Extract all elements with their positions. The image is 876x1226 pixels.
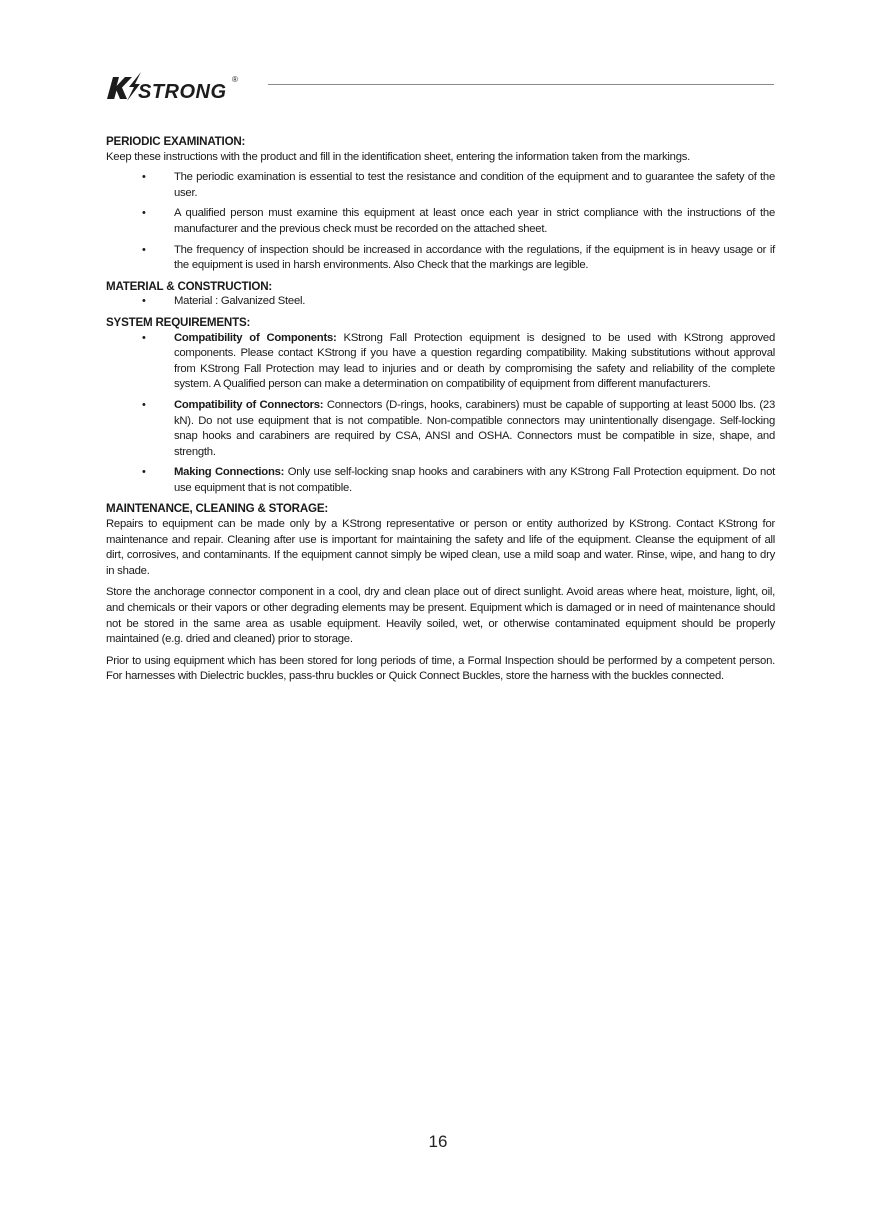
list-item	[106, 398, 775, 460]
paragraph: Store the anchorage connector component in a cool, dry and clean place out of direct sunlight. Avoid areas where heat, moisture, light, oil, and chemicals or their vapors or other degrading elements may be present. Equipment which is damaged or in need of maintenance should not be stored in the same area as usable equipment. Heavily soiled, wet, or otherwise contaminated equipment should be properly maintained (e.g. dried and cleaned) prior to storage.	[106, 586, 775, 646]
svg-text:STRONG: STRONG	[138, 81, 227, 102]
list-item-text: Connectors (D-rings, hooks, carabiners) must be capable of supporting at least 5000 lbs. (23 kN). Do not use equipment that is not compatible. Non-compatible connectors may unintentionally disengage. Self-locking snap hooks and carabiners are required by CSA, ANSI and OSHA. Connectors must be compatible in size, shape, and strength.	[174, 398, 775, 458]
list-item	[106, 206, 775, 237]
section-periodic-examination	[106, 134, 775, 274]
bullet-icon: •	[142, 398, 146, 411]
document-body	[106, 134, 775, 691]
list-item-text: A qualified person must examine this equipment at least once each year in strict compliance with the instructions of the manufacturer and the previous check must be recorded on the attached sheet.	[174, 207, 775, 235]
header-rule	[268, 84, 774, 85]
bullet-list	[106, 170, 775, 274]
section-heading: MAINTENANCE, CLEANING & STORAGE:	[106, 502, 329, 516]
list-item	[106, 294, 775, 310]
section-material-construction	[106, 279, 775, 310]
kstrong-logo	[105, 70, 245, 100]
list-item-text: KStrong Fall Protection equipment is designed to be used with KStrong approved components. Please contact KStrong if you have a question regarding compatibility. Making substitutions without approval from KStrong Fall Protection may lead to injuries and or death by compromising the safety and reliability of the complete system. A Qualified person can make a determination on compatibility of equipment from different manufacturers.	[174, 331, 776, 391]
list-item	[106, 243, 775, 274]
list-item-text: Material : Galvanized Steel.	[174, 295, 306, 308]
list-item-text: Only use self-locking snap hooks and carabiners with any KStrong Fall Protection equipment. Do not use equipment that is not compatible.	[174, 466, 775, 494]
section-system-requirements	[106, 315, 775, 497]
bullet-list	[106, 294, 775, 310]
bullet-icon: •	[142, 207, 146, 220]
kstrong-logo-mark	[105, 70, 245, 102]
list-item-lead: Compatibility of Connectors:	[174, 398, 324, 411]
bullet-icon: •	[142, 331, 146, 344]
svg-text:®: ®	[232, 75, 238, 84]
bullet-icon: •	[142, 171, 146, 184]
bullet-icon: •	[142, 243, 146, 256]
list-item-text: The periodic examination is essential to test the resistance and condition of the equipment and to guarantee the safety of the user.	[174, 171, 775, 199]
list-item-lead: Making Connections:	[174, 466, 285, 479]
list-item	[106, 170, 775, 201]
section-heading: SYSTEM REQUIREMENTS:	[106, 315, 251, 329]
section-heading: PERIODIC EXAMINATION:	[106, 135, 246, 148]
list-item	[106, 465, 775, 496]
paragraph: Prior to using equipment which has been stored for long periods of time, a Formal Inspection should be performed by a competent person. For harnesses with Dielectric buckles, pass-thru buckles or Quick Connect Buckles, store the harness with the buckles connected.	[106, 654, 775, 683]
section-heading: MATERIAL & CONSTRUCTION:	[106, 279, 273, 293]
list-item-lead: Compatibility of Components:	[174, 331, 337, 344]
page-header	[105, 62, 777, 106]
list-item-text: The frequency of inspection should be increased in accordance with the regulations, if the equipment is in heavy usage or if the equipment is used in harsh environments. Also Check that the markings are legible.	[174, 243, 775, 272]
bullet-icon: •	[142, 466, 146, 479]
section-intro: Keep these instructions with the product and fill in the identification sheet, entering the information taken from the markings.	[106, 150, 691, 163]
bullet-list	[106, 331, 775, 497]
page-number: 16	[428, 1132, 448, 1151]
section-maintenance-cleaning-storage	[106, 501, 775, 685]
bullet-icon: •	[142, 295, 146, 308]
paragraph: Repairs to equipment can be made only by a KStrong representative or person or entity authorized by KStrong. Contact KStrong for maintenance and repair. Cleaning after use is important for maintaining the safety and life of the equipment. Cleanse the equipment of all dirt, corrosives, and contaminants. If the equipment cannot simply be wiped clean, use a mild soap and water. Rinse, wipe, and hang to dry in shade.	[106, 518, 775, 577]
list-item	[106, 331, 775, 393]
